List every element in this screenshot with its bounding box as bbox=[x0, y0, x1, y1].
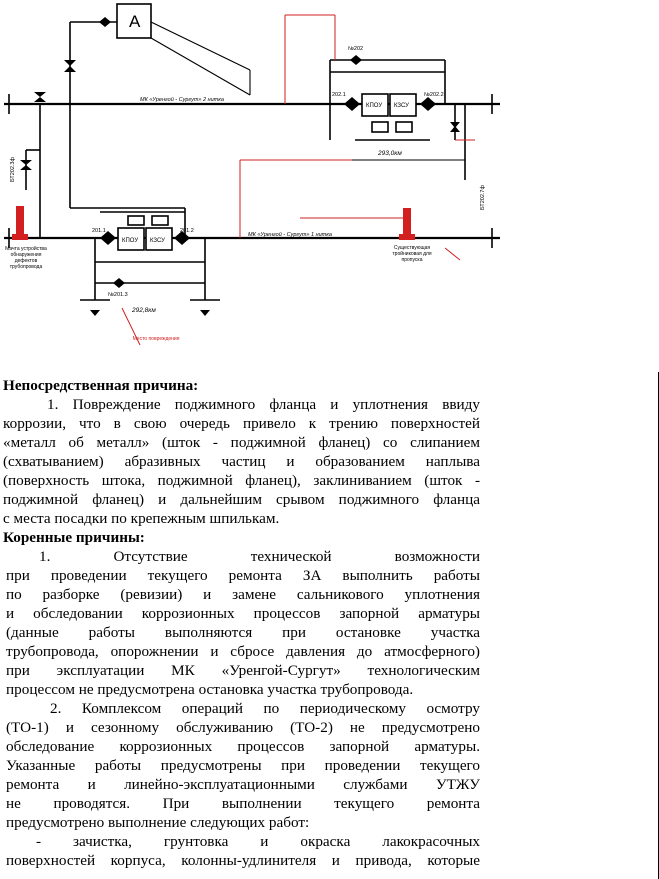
root-cause-line: при проведении текущего ремонта ЗА выполнить работы bbox=[6, 567, 480, 584]
root-cause-line: поверхностей корпуса, колонны-удлинителя и привода, которые bbox=[6, 852, 480, 869]
root-cause-line: и обследовании коррозионных процессов запорной арматуры bbox=[6, 605, 480, 622]
valve-201-1-label: 201.1 bbox=[92, 228, 106, 234]
direct-cause-line: (схватыванием) абразивных частиц и образованием наплыва bbox=[3, 453, 480, 470]
valve-201-2-label: 201.2 bbox=[180, 228, 194, 234]
km-bottom-label: 292,8км bbox=[132, 307, 156, 314]
root-cause-line: процессом не предусмотрена остановка участка трубопровода. bbox=[6, 681, 414, 698]
root-cause-line: 1. Отсутствие технической возможности bbox=[39, 548, 480, 565]
direct-cause-line: с места посадки по крепежным шпилькам. bbox=[3, 510, 280, 527]
pipe-bottom-label: МК «Уренгой - Сургут» 1 нитка bbox=[248, 232, 332, 238]
left-tower-caption: Мачта устройства обнаружения дефектов трубопровода bbox=[5, 246, 47, 270]
direct-cause-line: 1. Повреждение поджимного фланца и уплотнения ввиду bbox=[47, 396, 480, 413]
root-cause-line: по разборке (ревизии) и замене сальникового уплотнения bbox=[6, 586, 480, 603]
direct-cause-heading: Непосредственная причина: bbox=[3, 377, 199, 394]
root-causes-heading: Коренные причины: bbox=[3, 529, 145, 546]
direct-cause-line: поджимной фланец) и дальнейшим срывом поджимного фланца bbox=[3, 491, 480, 508]
direct-cause-line: (поверхность штока, поджимной фланец), заклиниванием (шток - bbox=[3, 472, 480, 489]
root-cause-line: - зачистка, грунтовка и окраска лакокрасочных bbox=[36, 833, 480, 850]
root-cause-line: Указанные работы предусмотрены при проведении текущего bbox=[6, 757, 480, 774]
pipeline-scheme bbox=[0, 0, 659, 370]
cause-description bbox=[0, 372, 659, 879]
kpou-bottom-label: КПОУ bbox=[122, 238, 139, 244]
root-cause-line: при эксплуатации МК «Уренгой-Сургут» технологическим bbox=[6, 662, 480, 679]
valve-202-2-label: №202.2 bbox=[424, 92, 444, 98]
root-cause-line: обследование коррозионных процессов запорной арматуры. bbox=[6, 738, 480, 755]
root-cause-line: (данные работы выполняются при остановке участка bbox=[6, 624, 480, 641]
root-cause-line: не проводятся. При выполнении текущего ремонта bbox=[6, 795, 480, 812]
valve-202-label: №202 bbox=[348, 46, 364, 52]
root-cause-line: 2. Комплексом операций по периодическому осмотру bbox=[50, 700, 480, 717]
kzsu-bottom-label: КЗСУ bbox=[150, 238, 165, 244]
direct-cause-line: коррозии, что в свою очередь привело к трению поверхностей bbox=[3, 415, 480, 432]
root-cause-line: (ТО-1) и сезонному обслуживанию (ТО-2) не предусмотрено bbox=[6, 719, 480, 736]
km-top-label: 293,0км bbox=[378, 150, 402, 157]
valve-202-1-label: 202.1 bbox=[332, 92, 346, 98]
right-vertical-label: БТ202.7ф bbox=[480, 184, 486, 210]
root-cause-line: предусмотрено выполнение следующих работ: bbox=[6, 814, 310, 831]
root-cause-line: ремонта и линейно-эксплуатационными службами УТЖУ bbox=[6, 776, 480, 793]
kpou-top-label: КПОУ bbox=[366, 103, 383, 109]
box-a-label: A bbox=[129, 12, 141, 31]
root-cause-line: трубопровода, опорожнении и сбросе давления до атмосферного) bbox=[6, 643, 480, 660]
right-tower-caption: Существующая тройниковая для пропуска bbox=[392, 245, 432, 263]
pipe-top-label: МК «Уренгой - Сургут» 2 нитка bbox=[140, 97, 224, 103]
red-callout: Место повреждения bbox=[132, 336, 180, 342]
direct-cause-line: «металл об металл» (шток - поджимной фланец) со слипанием bbox=[3, 434, 480, 451]
valve-201-3-label: №201.3 bbox=[108, 292, 128, 298]
left-vertical-label: БТ202.3ф bbox=[10, 156, 16, 182]
kzsu-top-label: КЗСУ bbox=[394, 103, 409, 109]
